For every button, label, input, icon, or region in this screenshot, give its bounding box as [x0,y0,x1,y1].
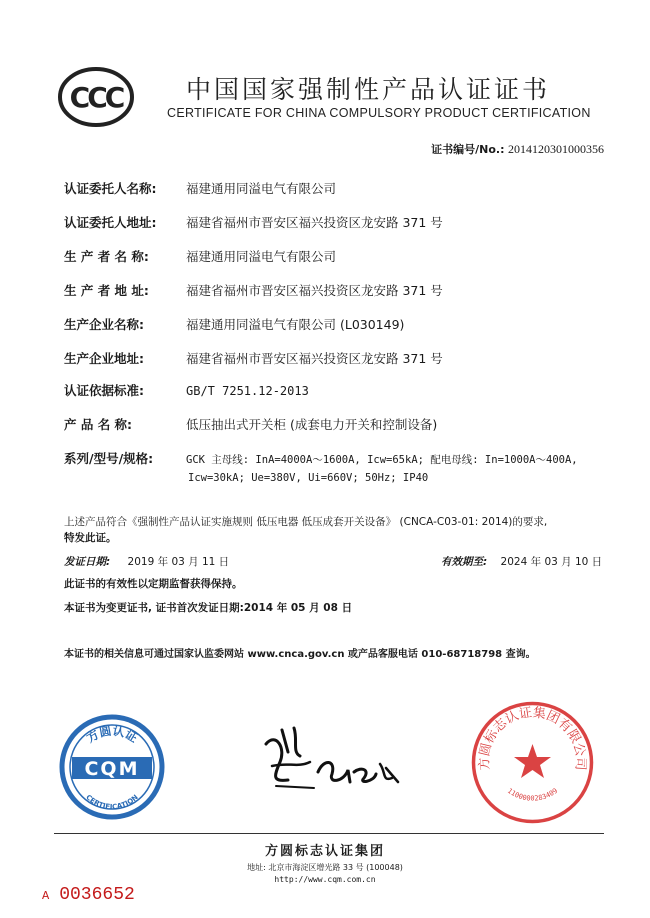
footer-divider [54,833,604,834]
svg-text:方圆认证 [84,723,141,746]
field-value: 福建通用同溢电气有限公司 [186,181,337,196]
cqm-seal-top-text: 方圆认证 [84,723,140,746]
field-value: 福建省福州市晋安区福兴投资区龙安路 371 号 [186,215,443,230]
footer-address: 地址: 北京市海淀区增光路 33 号 (100048) [247,863,403,872]
cqm-seal-main-text: CQM [84,758,140,780]
issue-date-label: 发证日期: [64,556,111,568]
field-label: 认证委托人名称: [64,181,157,196]
issue-date-value: 2019 年 03 月 11 日 [127,556,230,568]
field-label: 认证依据标准: [64,383,144,398]
expiry-date [441,554,602,569]
title-chinese: 中国国家强制性产品认证证书 [186,75,551,104]
red-seal-ring-text: 方圆标志认证集团有限公司 [477,705,588,771]
field-manufacturer-address [64,280,443,299]
field-label: 生 产 者 名 称: [64,249,149,264]
serial-prefix: A [42,889,50,903]
field-value: 福建通用同溢电气有限公司 [186,249,337,264]
title-english: CERTIFICATE FOR CHINA COMPULSORY PRODUCT CERTIFICATION [167,106,591,120]
expiry-date-label: 有效期至: [441,556,488,568]
validity-note: 此证书的有效性以定期监督获得保持。 [64,578,243,590]
field-label: 系列/型号/规格: [64,451,154,466]
expiry-date-value: 2024 年 03 月 10 日 [500,556,603,568]
field-value: 低压抽出式开关柜 (成套电力开关和控制设备) [186,417,438,432]
field-value: 福建省福州市晋安区福兴投资区龙安路 371 号 [186,283,443,298]
red-seal-number: 1100000283409 [505,786,560,803]
field-value: GCK 主母线: InA=4000A～1600A, Icw=65kA; 配电母线: In=1000A～400A, [186,454,578,466]
footer-organization: 方圆标志认证集团 [264,844,385,859]
svg-text:CERTIFICATION [84,793,140,811]
svg-text:1100000283409 [506,787,559,803]
field-value: 福建省福州市晋安区福兴投资区龙安路 371 号 [186,351,443,366]
ccc-logo [57,66,135,128]
field-applicant-name [64,178,336,197]
field-label: 认证委托人地址: [64,215,157,230]
serial-value: 0036652 [59,885,135,905]
issue-date [64,554,229,569]
red-seal [470,700,595,825]
serial-number [42,885,135,905]
field-factory-name [64,314,404,333]
field-product-name [64,414,437,433]
conformity-line-2: 特发此证。 [64,532,117,544]
signature [258,722,406,794]
footer-url: http://www.cqm.com.cn [274,875,376,884]
field-standard [64,380,309,399]
field-value: 福建通用同溢电气有限公司 (L030149) [186,317,405,332]
conformity-line-1: 上述产品符合《强制性产品认证实施规则 低压电器 低压成套开关设备》 (CNCA-C03-01: 2014)的要求, [64,516,548,528]
field-label: 生 产 者 地 址: [64,283,149,298]
field-value: GB/T 7251.12-2013 [186,384,309,398]
cqm-seal [58,713,166,821]
field-factory-address [64,348,443,367]
cqm-seal-bottom-text: CERTIFICATION [84,793,140,812]
field-label: 产 品 名 称: [64,417,133,432]
change-note: 本证书为变更证书, 证书首次发证日期:2014 年 05 月 08 日 [64,602,353,614]
certificate-number-label: 证书编号/No.: [431,143,505,156]
field-label: 生产企业名称: [64,317,144,332]
field-label: 生产企业地址: [64,351,144,366]
certificate-number-value: 2014120301000356 [508,142,604,156]
certificate-number [431,141,604,157]
field-manufacturer-name [64,246,336,265]
field-applicant-address [64,212,443,231]
field-model-spec [64,448,578,467]
info-note: 本证书的相关信息可通过国家认监委网站 www.cnca.gov.cn 或产品客服电话 010-68718798 查询。 [64,649,536,660]
ccc-logo-text: CCC [69,81,123,114]
spec-line-2: Icw=30kA; Ue=380V, Ui=660V; 50Hz; IP40 [188,472,429,484]
